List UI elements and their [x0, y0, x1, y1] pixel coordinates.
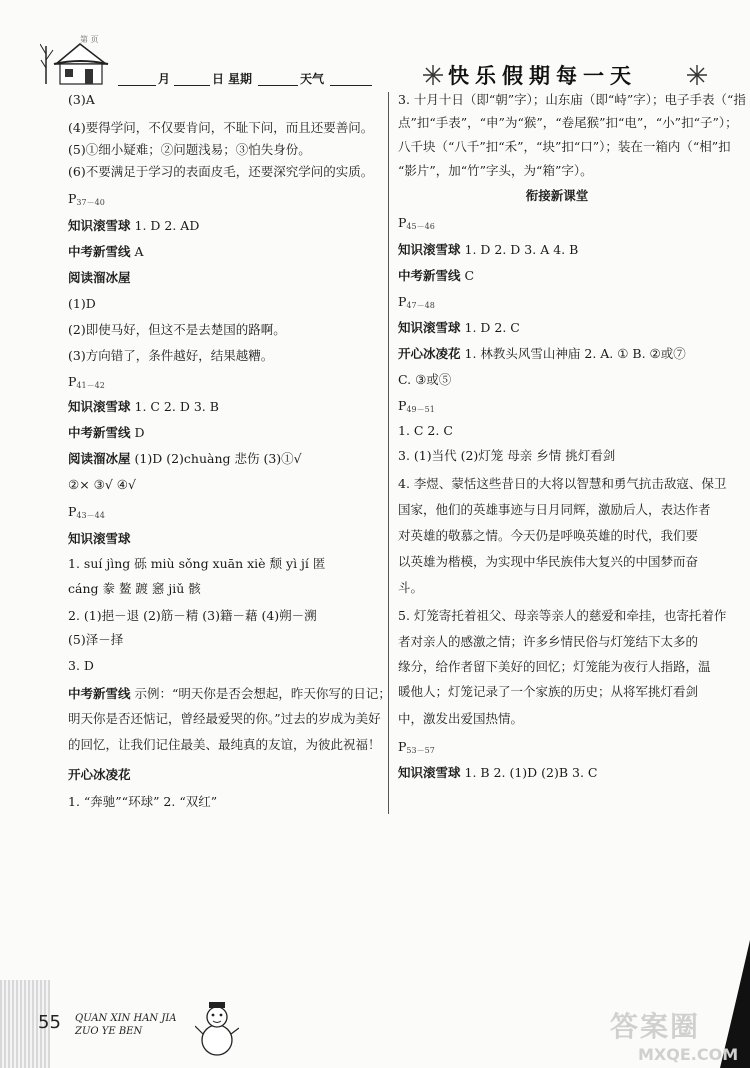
header-small-label: 第 页	[80, 35, 99, 44]
section-answer-line	[398, 346, 686, 362]
page-range-numbers: 37－40	[76, 198, 105, 207]
page-range-marker	[68, 504, 105, 524]
answer-line: 暖他人；灯笼记录了一个家族的历史；从将军挑灯看剑	[398, 684, 699, 699]
page-range-letter: P	[398, 294, 407, 309]
section-answer-line	[68, 451, 302, 467]
answer-line: 对英雄的敬慕之情。今天仍是呼唤英雄的时代，我们要	[398, 528, 699, 543]
snowflake-icon	[686, 64, 708, 86]
page-title	[400, 58, 720, 90]
page-range-letter: P	[398, 739, 407, 754]
section-answer-line	[398, 765, 598, 781]
answer-line: 以英雄为楷模，为实现中华民族伟大复兴的中国梦而奋	[398, 554, 699, 569]
section-label: 知识滚雪球	[398, 242, 461, 257]
answer-line: 3. D	[68, 658, 94, 673]
page-range-numbers: 49－51	[406, 405, 435, 414]
month-label: 月	[158, 72, 171, 86]
page-range-numbers: 43－44	[76, 511, 105, 520]
section-label: 知识滚雪球	[68, 399, 131, 414]
page-range-letter: P	[68, 374, 77, 389]
answer-line: 1. “奔驰”“环球” 2. “双红”	[68, 794, 218, 809]
snowflake-icon	[422, 64, 444, 86]
section-answer: 1. 林教头风雪山神庙 2. A. ① B. ②或⑦	[464, 346, 686, 361]
page-range-letter: P	[68, 191, 77, 206]
answer-line: (5)泽－择	[68, 632, 124, 647]
section-answer-line	[68, 218, 199, 234]
answer-line: 3. 十月十日（即“朝”字）；山东庙（即“峙”字）；电子手表（“指	[398, 92, 746, 107]
section-answer-line	[398, 268, 474, 284]
answer-line: 缘分，给作者留下美好的回忆；灯笼能为夜行人指路，温	[398, 659, 711, 674]
answer-line: 3. (1)当代 (2)灯笼 母亲 乡情 挑灯看剑	[398, 448, 616, 463]
section-label: 知识滚雪球	[398, 765, 461, 780]
weather-label: 天气	[300, 72, 325, 86]
weekday-label: 星期	[228, 72, 253, 86]
answer-line: (6)不要满足于学习的表面皮毛，还要深究学问的实质。	[68, 164, 374, 179]
section-answer: 1. D 2. AD	[134, 218, 200, 233]
section-answer: 1. C 2. D 3. B	[134, 399, 219, 414]
section-answer: 1. B 2. (1)D (2)B 3. C	[464, 765, 598, 780]
page-header	[0, 0, 750, 92]
snowman-icon	[195, 1000, 239, 1060]
section-answer-line	[68, 425, 145, 441]
day-label: 日	[212, 72, 225, 86]
section-answer-line	[68, 531, 131, 547]
section-answer-line	[68, 244, 144, 260]
section-label: 知识滚雪球	[68, 531, 131, 546]
section-answer-line	[68, 686, 391, 702]
page-range-letter: P	[68, 504, 77, 519]
answer-line: 5. 灯笼寄托着祖父、母亲等亲人的慈爱和牵挂，也寄托着作	[398, 608, 727, 623]
answer-line: 明天你是否还惦记，曾经最爱哭的你。”过去的岁成为美好	[68, 711, 381, 726]
page-range-marker	[398, 215, 435, 235]
section-heading: 衔接新课堂	[525, 188, 589, 203]
answer-line: 点”扣“手表”，“申”为“猴”，“卷尾猴”扣“电”，“小”扣“子”）；	[398, 115, 738, 130]
section-label: 中考新雪线	[68, 244, 131, 259]
section-label: 知识滚雪球	[68, 218, 131, 233]
page-range-marker	[398, 294, 435, 314]
page-range-numbers: 45－46	[406, 222, 435, 231]
answer-line: 4. 李煜、蒙恬这些昔日的大将以智慧和勇气抗击敌寇、保卫	[398, 476, 727, 491]
answer-line: 1. suí jìng 砾 miù sǒng xuān xiè 颓 yì jí 匿	[68, 556, 326, 571]
answer-line: 斗。	[398, 580, 424, 595]
page-range-marker	[398, 398, 435, 418]
answer-line: cáng 豢 鳌 踱 窸 jiǔ 骸	[68, 581, 201, 596]
section-label: 知识滚雪球	[398, 320, 461, 335]
section-label: 阅读溜冰屋	[68, 270, 131, 285]
column-divider	[388, 92, 389, 814]
answer-line: 2. (1)挹－退 (2)筋－精 (3)籍－藉 (4)朔－溯	[68, 608, 317, 623]
answer-line: 八千块（“八千”扣“禾”，“块”扣“口”）；装在一箱内（“相”扣	[398, 139, 731, 154]
watermark-line-2: MXQE.COM	[638, 1045, 739, 1064]
answer-line: “影片”，加“竹”字头，为“箱”字）。	[398, 163, 593, 178]
watermark-line-1: 答案圈	[610, 1010, 701, 1043]
page-range-letter: P	[398, 215, 407, 230]
section-label: 阅读溜冰屋	[68, 451, 131, 466]
section-answer: C	[464, 268, 475, 283]
page-range-marker	[68, 191, 105, 211]
answer-line: (3)方向错了，条件越好，结果越糟。	[68, 348, 274, 363]
watermark	[610, 1005, 750, 1065]
section-label: 中考新雪线	[68, 425, 131, 440]
section-answer-line	[68, 399, 219, 415]
page-range-marker	[68, 374, 105, 394]
section-answer: (1)D (2)chuàng 悲伤 (3)①√	[134, 451, 302, 466]
section-label: 中考新雪线	[398, 268, 461, 283]
answer-line: (5)①细小疑难；②问题浅易；③怕失身份。	[68, 142, 311, 157]
page-range-numbers: 53－57	[406, 746, 435, 755]
section-label: 中考新雪线	[68, 686, 131, 701]
answer-line: 者对亲人的感激之情；许多乡情民俗与灯笼结下太多的	[398, 634, 699, 649]
brand-line-2: ZUO YE BEN	[75, 1026, 143, 1037]
answer-line: (4)要得学问，不仅要肯问，不耻下问，而且还要善问。	[68, 120, 374, 135]
answer-line: C. ③或⑤	[398, 372, 452, 387]
answer-line: ②× ③√ ④√	[68, 477, 136, 492]
section-answer: D	[134, 425, 145, 440]
answer-line: (3)A	[68, 92, 95, 107]
page-range-numbers: 41－42	[76, 381, 105, 390]
answer-line: (1)D	[68, 296, 96, 311]
section-answer: 1. D 2. D 3. A 4. B	[464, 242, 579, 257]
section-answer: A	[134, 244, 144, 259]
section-answer-line	[398, 242, 578, 258]
page-number: 55	[38, 1012, 61, 1033]
answer-line: 中，激发出爱国热情。	[398, 711, 524, 726]
page-range-marker	[398, 739, 435, 759]
section-answer-line	[68, 270, 131, 286]
page-range-letter: P	[398, 398, 407, 413]
answer-line: 的回忆，让我们记住最美、最纯真的友谊，为彼此祝福！	[68, 737, 381, 752]
section-label: 开心冰凌花	[68, 767, 131, 782]
section-label: 开心冰凌花	[398, 346, 461, 361]
answer-line: 1. C 2. C	[398, 423, 453, 438]
footer-brand	[75, 1012, 177, 1038]
answer-line: 国家，他们的英雄事迹与日月同辉，激励后人，表达作者	[398, 502, 711, 517]
section-answer: 1. D 2. C	[464, 320, 520, 335]
snow-house-icon	[40, 38, 110, 86]
answer-line: (2)即使马好，但这不是去楚国的路啊。	[68, 322, 286, 337]
title-text: 快乐假期每一天	[448, 63, 637, 88]
section-answer-line	[68, 767, 131, 783]
brand-line-1: QUAN XIN HAN JIA	[75, 1013, 177, 1024]
section-answer-line	[398, 320, 520, 336]
page-range-numbers: 47－48	[406, 301, 435, 310]
section-answer: 示例：“明天你是否会想起，昨天你写的日记；	[134, 686, 391, 701]
date-weather-fields	[118, 70, 373, 88]
